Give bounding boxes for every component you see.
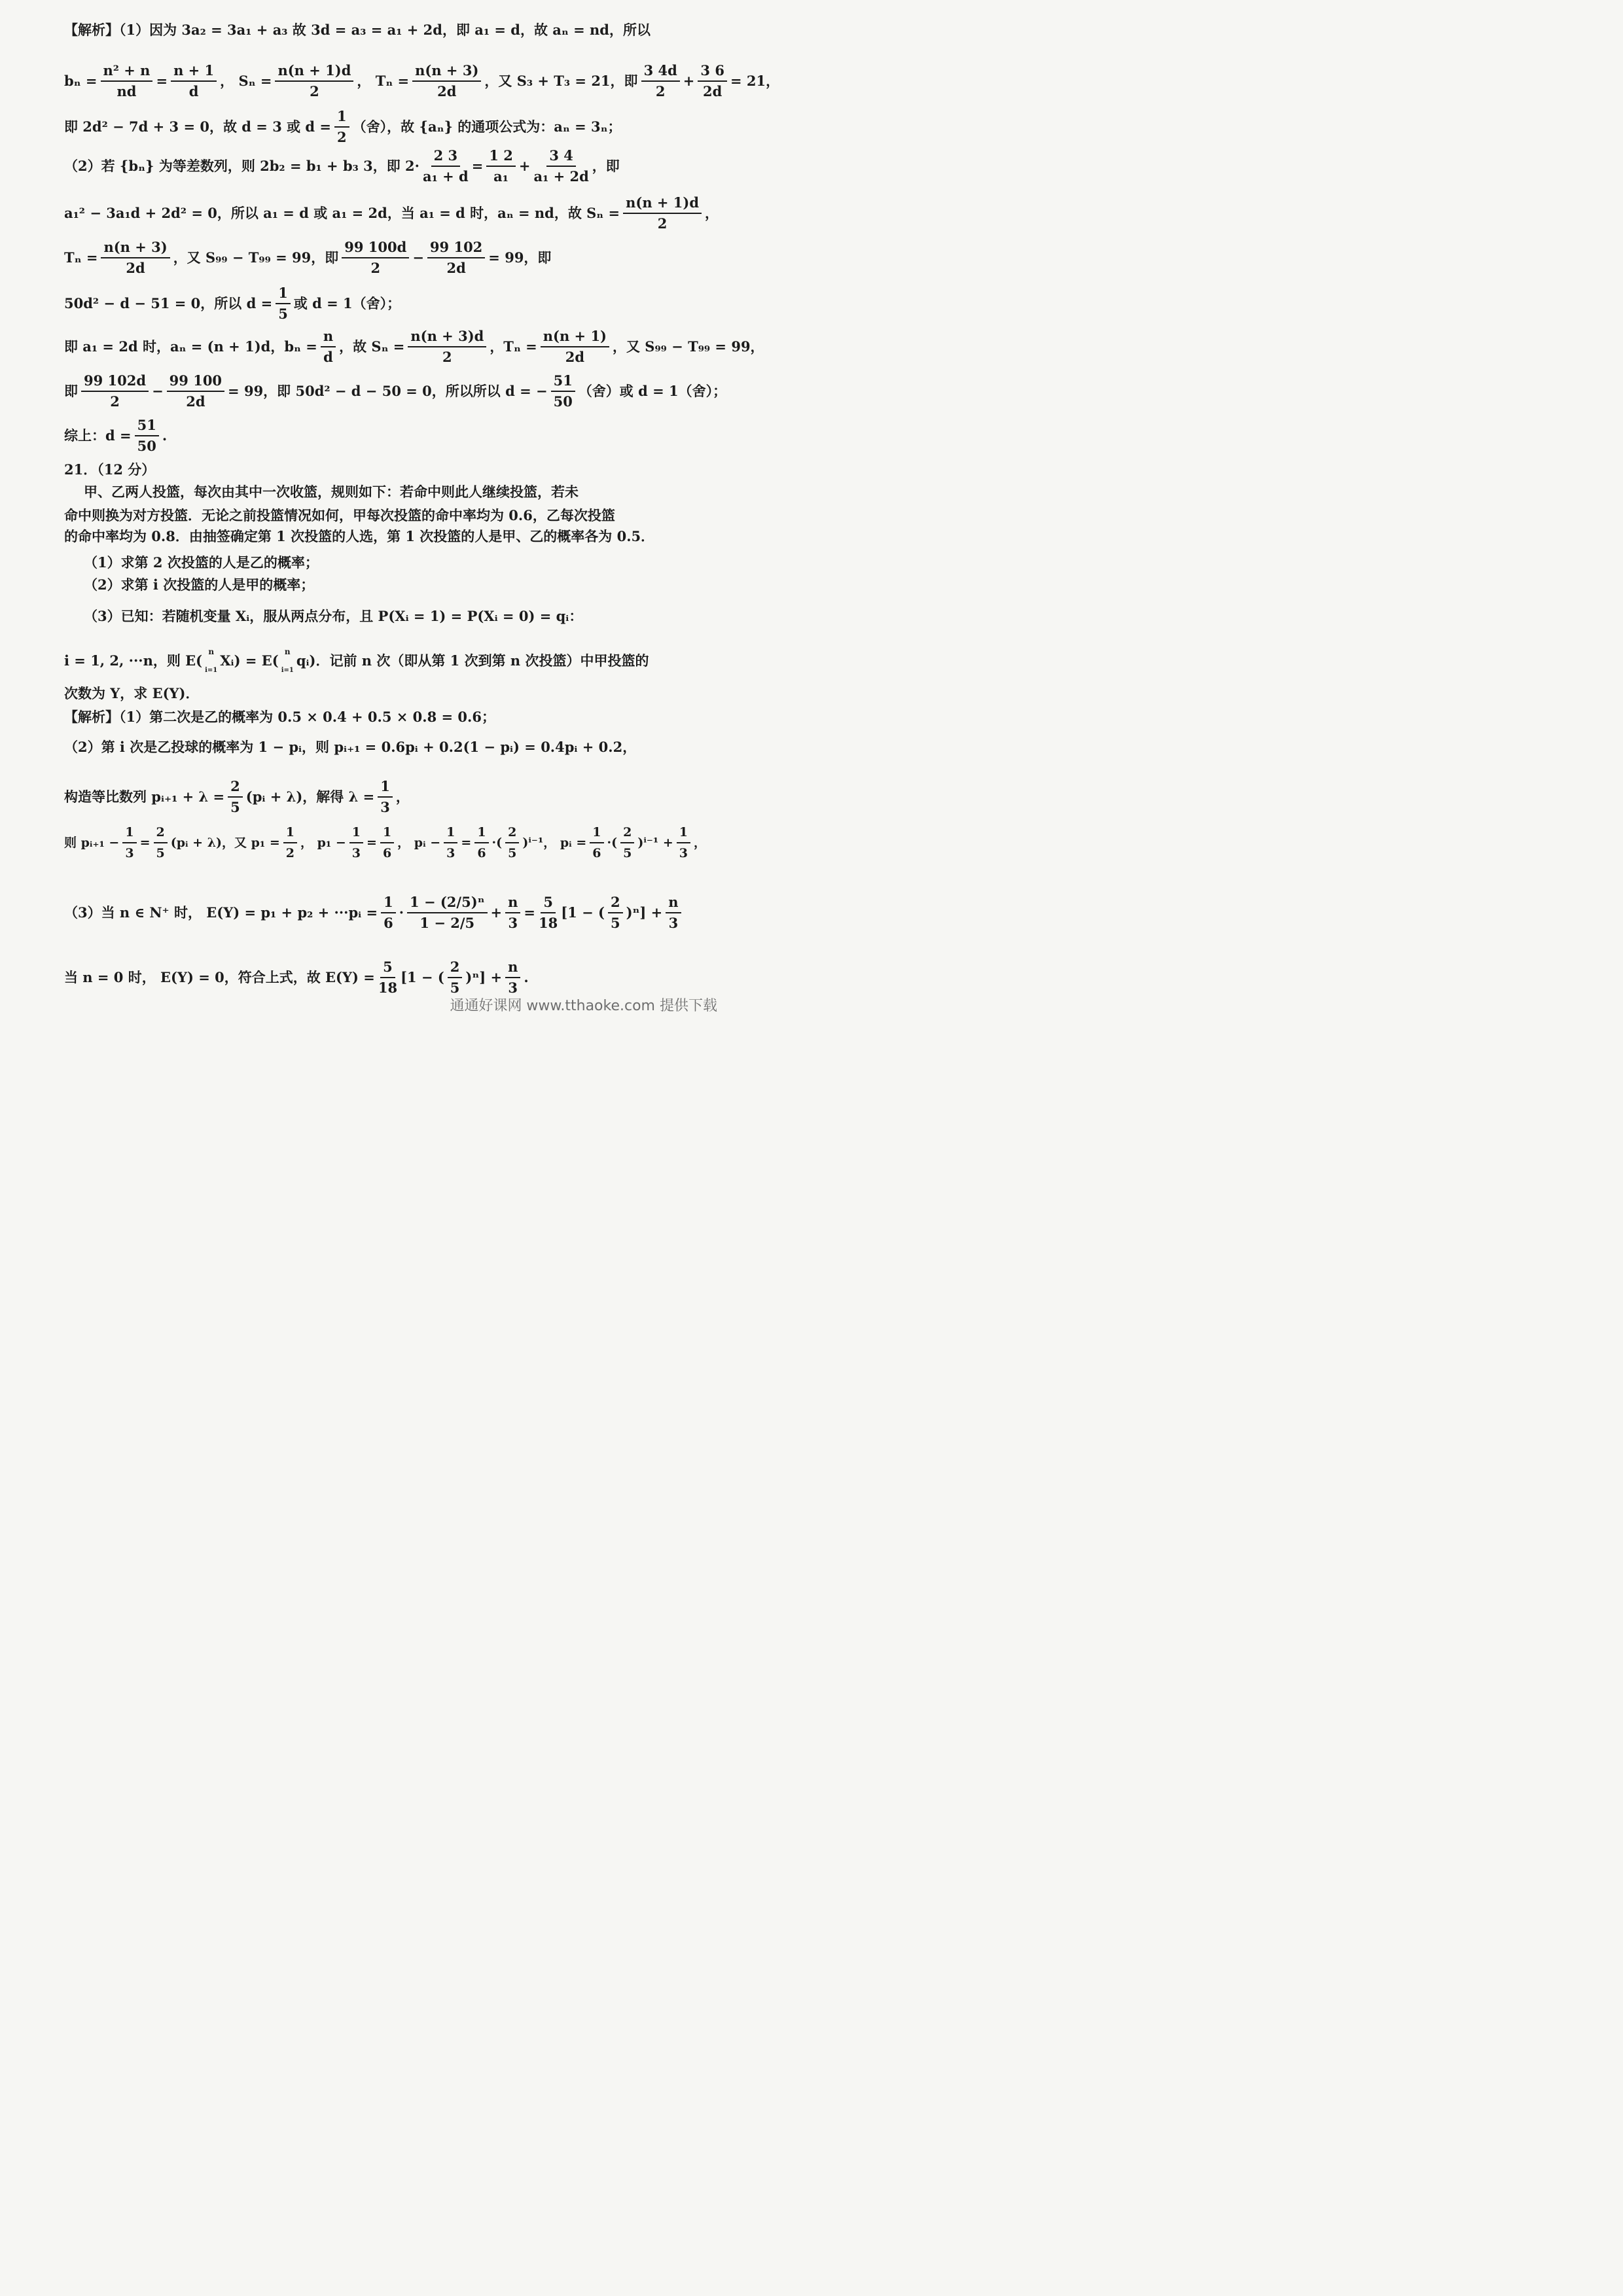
s20-line-8: 即 a₁ = 2d 时，aₙ = (n + 1)d，bₙ = $\frac{n}{d}$ ，故 Sₙ = $\frac{n(n + 3)d}{2}$ ，Tₙ = $\frac{n(n + 1)}{2d}$ ，又 S₉₉ − T₉₉ = 99， xyxy=(64,328,764,365)
fraction: $\frac{51}{50}$ xyxy=(551,372,575,410)
fraction: $\frac{\text{n² + n}}{nd}$ xyxy=(101,62,153,100)
fraction: $\frac{1 2}{\text{a₁}}$ xyxy=(486,147,516,185)
watermark-footer: 通通好课网 www.tthaoke.com 提供下载 xyxy=(450,998,717,1014)
fraction: $\frac{2 3}{\text{a₁ + d}}$ xyxy=(422,147,469,185)
fraction: $\frac{1}{5}$ xyxy=(276,285,291,323)
q21-paragraph-2: 命中则换为对方投篮．无论之前投篮情况如何，甲每次投篮的命中率均为 0.6，乙每次投篮 xyxy=(64,507,615,523)
fraction: $\frac{1}{3}$ xyxy=(444,824,457,862)
fraction: $\frac{1}{6}$ xyxy=(590,824,603,862)
s20-line-5: a₁² − 3a₁d + 2d² = 0，所以 a₁ = d 或 a₁ = 2d，当 a₁ = d 时，aₙ = nd，故 Sₙ = $\frac{n(n + 1)d}{2}$ ， xyxy=(64,194,719,232)
fraction: $\frac{2}{5}$ xyxy=(608,894,623,932)
q21-subquestion-1: （1）求第 2 次投篮的人是乙的概率； xyxy=(84,554,319,571)
q21-paragraph-3: 的命中率均为 0.8．由抽签确定第 1 次投篮的人选，第 1 次投篮的人是甲、乙的概率各为 0.5． xyxy=(64,528,655,544)
fraction: $\frac{n(n + 3)}{2d}$ xyxy=(412,62,481,100)
fraction: $\frac{99 100}{2d}$ xyxy=(167,372,224,410)
fraction: $\frac{n(n + 1)d}{2}$ xyxy=(275,62,353,100)
summation-limits: n i=1 xyxy=(205,647,218,674)
q21-expectation-line: i = 1, 2, ···n，则 E( n i=1 Xᵢ) = E( n i=1 qᵢ)．记前 n 次（即从第 1 次到第 n 次投篮）中甲投篮的 xyxy=(64,647,649,674)
s20-line-9: 即 $\frac{99 102d}{2}$ − $\frac{99 100}{2d}$ = 99，即 50d² − d − 50 = 0，所以所以 d = − $\frac{51}{50}$ （舍）或 d = 1（舍）； xyxy=(64,372,727,410)
fraction: $\frac{2}{5}$ xyxy=(154,824,168,862)
s21-line-1: 【解析】（1）第二次是乙的概率为 0.5 × 0.4 + 0.5 × 0.8 = 0.6； xyxy=(64,709,495,725)
fraction: $\frac{1}{3}$ xyxy=(378,778,393,816)
fraction: $\frac{1}{6}$ xyxy=(474,824,488,862)
fraction: $\frac{3 6}{2d}$ xyxy=(698,62,727,100)
fraction: $\frac{1}{2}$ xyxy=(283,824,297,862)
fraction: $\frac{n(n + 3)d}{2}$ xyxy=(408,328,486,366)
s21-line-6: 当 n = 0 时， E(Y) = 0，符合上式，故 E(Y) = $\frac{5}{18}$ [1 − ( $\frac{2}{5}$ )ⁿ] + $\frac{n}{3}$ . xyxy=(64,959,529,996)
fraction: $\frac{n(n + 1)}{2d}$ xyxy=(541,328,609,366)
fraction: $\frac{1}{2}$ xyxy=(334,108,349,146)
fraction: $\frac{n(n + 3)}{2d}$ xyxy=(101,239,169,277)
s20-line-3: 即 2d² − 7d + 3 = 0，故 d = 3 或 d = $\frac{1}{2}$ （舍），故 {aₙ} 的通项公式为：aₙ = 3ₙ； xyxy=(64,108,622,145)
q21-paragraph-1: 甲、乙两人投篮，每次由其中一次收篮，规则如下：若命中则此人继续投篮，若未 xyxy=(84,484,579,500)
fraction: $\frac{1}{6}$ xyxy=(380,824,394,862)
fraction: $\frac{99 102d}{2}$ xyxy=(81,372,149,410)
fraction: $\frac{1}{3}$ xyxy=(122,824,136,862)
q21-heading: 21．（12 分） xyxy=(64,461,156,478)
fraction: $\frac{\text{1 − (2/5)ⁿ}}{1 - 2/5}$ xyxy=(407,894,488,932)
fraction: $\frac{3 4}{\text{a₁ + 2d}}$ xyxy=(533,147,589,185)
fraction: $\frac{2}{5}$ xyxy=(448,959,463,997)
s21-line-2: （2）第 i 次是乙投球的概率为 1 − pᵢ，则 pᵢ₊₁ = 0.6pᵢ + 0.2(1 − pᵢ) = 0.4pᵢ + 0.2， xyxy=(64,739,637,755)
fraction: $\frac{3 4d}{2}$ xyxy=(641,62,680,100)
s20-line-1: 【解析】（1）因为 3a₂ = 3a₁ + a₃ 故 3d = a₃ = a₁ + 2d，即 a₁ = d，故 aₙ = nd，所以 xyxy=(64,22,651,38)
fraction: $\frac{n + 1}{d}$ xyxy=(171,62,217,100)
fraction: $\frac{99 100d}{2}$ xyxy=(342,239,409,277)
fraction: $\frac{5}{18}$ xyxy=(378,959,398,996)
fraction: $\frac{n}{d}$ xyxy=(321,328,336,366)
q21-subquestion-2: （2）求第 i 次投篮的人是甲的概率； xyxy=(84,576,315,593)
fraction: $\frac{99 102}{2d}$ xyxy=(427,239,485,277)
fraction: $\frac{1}{3}$ xyxy=(349,824,363,862)
fraction: $\frac{5}{18}$ xyxy=(539,894,558,931)
summation-limits: n i=1 xyxy=(281,647,294,674)
s21-line-3: 构造等比数列 pᵢ₊₁ + λ = $\frac{2}{5}$ (pᵢ + λ)，解得 λ = $\frac{1}{3}$ ， xyxy=(64,778,410,815)
s20-line-10: 综上：d = $\frac{51}{50}$ . xyxy=(64,417,168,454)
s20-line-6: Tₙ = $\frac{n(n + 3)}{2d}$ ，又 S₉₉ − T₉₉ = 99，即 $\frac{99 100d}{2}$ − $\frac{99 102}{2d}$ = 99，即 xyxy=(64,239,552,276)
fraction: $\frac{n}{3}$ xyxy=(505,894,520,932)
fraction: $\frac{2}{5}$ xyxy=(620,824,634,862)
q21-subquestion-3: （3）已知：若随机变量 Xᵢ，服从两点分布，且 P(Xᵢ = 1) = P(Xᵢ = 0) = qᵢ： xyxy=(84,608,583,624)
fraction: $\frac{2}{5}$ xyxy=(505,824,519,862)
fraction: $\frac{2}{5}$ xyxy=(228,778,243,816)
s21-line-4: 则 pᵢ₊₁ − $\frac{1}{3}$ = $\frac{2}{5}$ (pᵢ + λ)，又 p₁ = $\frac{1}{2}$ ， p₁ − $\frac{1}{3}$ = $\frac{1}{6}$ ， pᵢ − $\frac{1}{3}$ = $\frac{1}{6}$ ·( $\frac{2}{5}$ )ⁱ⁻¹， pᵢ = $\frac{1}{6}$ ·( $\frac{2}{5}$ )ⁱ⁻¹ + $\frac{1}{3}$ ， xyxy=(64,825,707,860)
q21-subquestion-3-end: 次数为 Y，求 E(Y)． xyxy=(64,685,200,701)
fraction: $\frac{51}{50}$ xyxy=(135,417,159,455)
fraction: $\frac{1}{6}$ xyxy=(381,894,396,932)
fraction: $\frac{n(n + 1)d}{2}$ xyxy=(623,194,702,232)
s20-line-4: （2）若 {bₙ} 为等差数列，则 2b₂ = b₁ + b₃ 3，即 2· $\frac{2 3}{\text{a₁ + d}}$ = $\frac{1 2}{\text{a₁}}$ + $\frac{3 4}{\text{a₁ + 2d}}$ ，即 xyxy=(64,147,620,185)
fraction: $\frac{1}{3}$ xyxy=(677,824,690,862)
fraction: $\frac{n}{3}$ xyxy=(505,959,520,997)
s20-line-7: 50d² − d − 51 = 0，所以 d = $\frac{1}{5}$ 或 d = 1（舍）； xyxy=(64,285,401,322)
s21-line-5: （3）当 n ∈ N⁺ 时， E(Y) = p₁ + p₂ + ···pᵢ = $\frac{1}{6}$ · $\frac{\text{1 − (2/5)ⁿ}}{1 - 2/5}$ + $\frac{n}{3}$ = $\frac{5}{18}$ [1 − ( $\frac{2}{5}$ )ⁿ] + $\frac{n}{3}$ xyxy=(64,883,726,942)
s20-line-2: bₙ = $\frac{\text{n² + n}}{nd}$ = $\frac{n + 1}{d}$ ， Sₙ = $\frac{n(n + 1)d}{2}$ ， Tₙ = $\frac{n(n + 3)}{2d}$ ，又 S₃ + T₃ = 21，即 $\frac{3 4d}{2}$ + $\frac{3 6}{2d}$ = 21， xyxy=(64,62,780,99)
fraction: $\frac{n}{3}$ xyxy=(666,894,681,932)
